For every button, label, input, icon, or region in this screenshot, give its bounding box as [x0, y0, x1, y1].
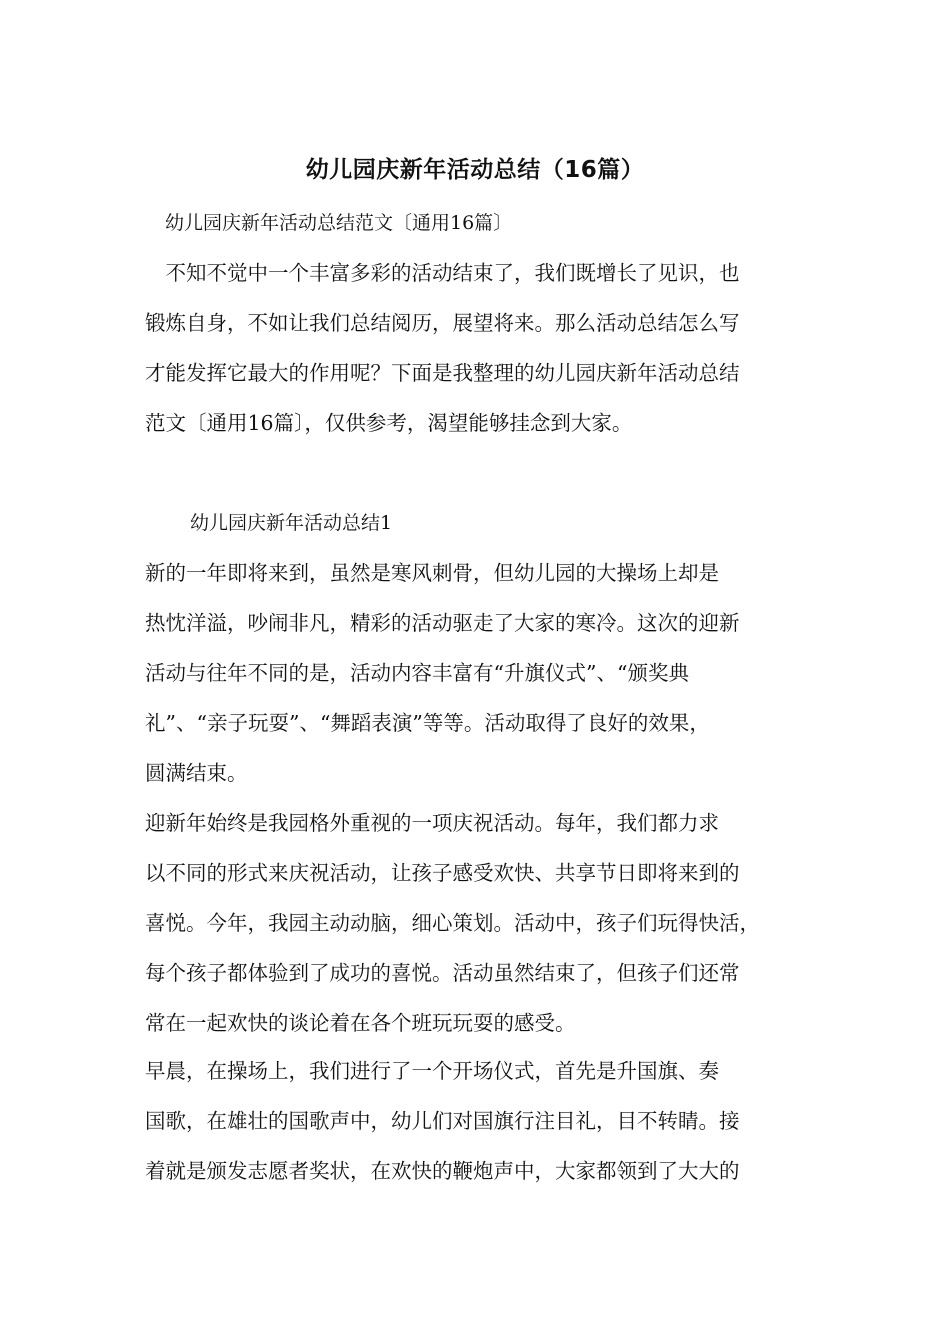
intro-line: 范文〔通用16篇〕，仅供参考，渴望能够挂念到大家。 [145, 411, 633, 435]
intro-line: 锻炼自身，不如让我们总结阅历，展望将来。那么活动总结怎么写 [145, 311, 740, 335]
paragraph-line: 新的一年即将来到，虽然是寒风刺骨，但幼儿园的大操场上却是 [145, 561, 719, 585]
intro-line: 不知不觉中一个丰富多彩的活动结束了，我们既增长了见识，也 [145, 261, 740, 285]
paragraph-line: 热忱洋溢，吵闹非凡，精彩的活动驱走了大家的寒冷。这次的迎新 [145, 611, 740, 635]
paragraph-line: 活动与往年不同的是，活动内容丰富有“升旗仪式”、“颁奖典 [145, 661, 689, 685]
paragraph-line: 每个孩子都体验到了成功的喜悦。活动虽然结束了，但孩子们还常 [145, 961, 740, 985]
paragraph-3 [145, 1046, 825, 1196]
paragraph-line: 国歌，在雄壮的国歌声中，幼儿们对国旗行注目礼，目不转睛。接 [145, 1109, 740, 1133]
paragraph-line: 迎新年始终是我园格外重视的一项庆祝活动。每年，我们都力求 [145, 811, 719, 835]
section-heading: 幼儿园庆新年活动总结1 [190, 512, 393, 534]
paragraph-line: 常在一起欢快的谈论着在各个班玩玩耍的感受。 [145, 1011, 576, 1035]
paragraph-line: 着就是颁发志愿者奖状，在欢快的鞭炮声中，大家都领到了大大的 [145, 1159, 740, 1183]
paragraph-2 [145, 798, 825, 1048]
intro-paragraph [145, 248, 825, 448]
paragraph-line: 早晨，在操场上，我们进行了一个开场仪式，首先是升国旗、奏 [145, 1059, 719, 1083]
paragraph-1 [145, 548, 825, 798]
paragraph-line: 喜悦。今年，我园主动动脑，细心策划。活动中，孩子们玩得快活， [145, 911, 760, 935]
intro-line: 才能发挥它最大的作用呢？下面是我整理的幼儿园庆新年活动总结 [145, 361, 740, 385]
paragraph-line: 圆满结束。 [145, 761, 248, 785]
document-subtitle: 幼儿园庆新年活动总结范文〔通用16篇〕 [165, 212, 513, 234]
document-title: 幼儿园庆新年活动总结（16篇） [305, 157, 645, 183]
paragraph-line: 以不同的形式来庆祝活动，让孩子感受欢快、共享节日即将来到的 [145, 861, 740, 885]
paragraph-line: 礼”、“亲子玩耍”、“舞蹈表演”等等。活动取得了良好的效果， [145, 711, 710, 735]
